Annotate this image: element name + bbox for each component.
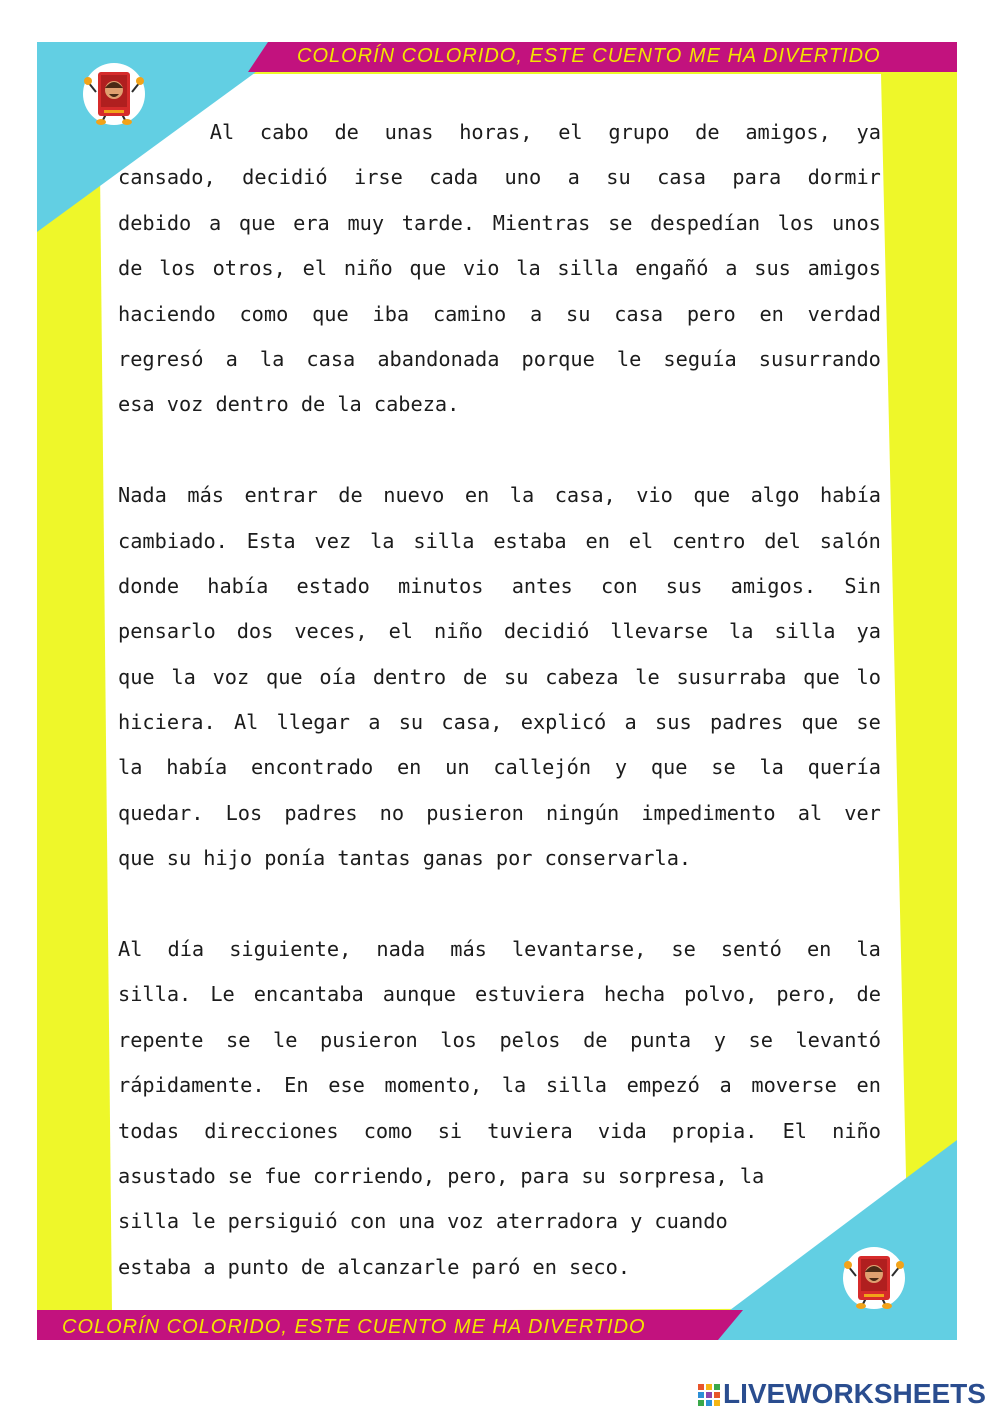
brand-name: LIVEWORKSHEETS: [723, 1378, 986, 1409]
text-line: Al cabo de unas horas, el grupo de amigos, ya: [209, 120, 881, 144]
text-line: que la voz que oía dentro de su cabeza le susurraba que lo: [118, 664, 881, 689]
liveworksheets-brand[interactable]: [697, 1376, 986, 1412]
text-line: silla. Le encantaba aunque estuviera hecha polvo, pero, de: [118, 982, 881, 1007]
text-line: repente se le pusieron los pelos de punta y se levantó: [118, 1027, 881, 1052]
text-line: debido a que era muy tarde. Mientras se despedían los unos: [118, 210, 881, 235]
text-line: Al día siguiente, nada más levantarse, se sentó en la: [118, 937, 881, 962]
banner-top-text: COLORÍN COLORIDO, ESTE CUENTO ME HA DIVERTIDO: [297, 45, 881, 67]
text-line: asustado se fue corriendo, pero, para su sorpresa, la: [118, 1163, 765, 1188]
text-line: silla le persiguió con una voz aterradora y cuando: [118, 1209, 728, 1234]
text-line: regresó a la casa abandonada porque le seguía susurrando: [118, 346, 881, 371]
story-text: [118, 110, 881, 1290]
text-line: que su hijo ponía tantas ganas por conservarla.: [118, 846, 692, 871]
text-line: esa voz dentro de la cabeza.: [118, 392, 460, 417]
text-line: rápidamente. En ese momento, la silla empezó a moverse en: [118, 1073, 881, 1098]
liveworksheets-logo-icon: [697, 1382, 721, 1406]
text-line: donde había estado minutos antes con sus amigos. Sin: [118, 573, 881, 598]
text-line: estaba a punto de alcanzarle paró en seco.: [118, 1254, 631, 1279]
text-line: haciendo como que iba camino a su casa pero en verdad: [118, 301, 881, 326]
text-line: cansado, decidió irse cada uno a su casa para dormir: [118, 165, 881, 190]
text-line: la había encontrado en un callejón y que se la quería: [118, 755, 881, 780]
text-line: Nada más entrar de nuevo en la casa, vio que algo había: [118, 483, 881, 508]
text-line: cambiado. Esta vez la silla estaba en el centro del salón: [118, 528, 881, 553]
text-line: pensarlo dos veces, el niño decidió llevarse la silla ya: [118, 619, 881, 644]
banner-bottom-text: COLORÍN COLORIDO, ESTE CUENTO ME HA DIVERTIDO: [62, 1316, 646, 1338]
text-line: de los otros, el niño que vio la silla engañó a sus amigos: [118, 256, 881, 281]
text-line: hiciera. Al llegar a su casa, explicó a sus padres que se: [118, 710, 881, 735]
text-line: quedar. Los padres no pusieron ningún impedimento al ver: [118, 800, 881, 825]
text-line: todas direcciones como si tuviera vida propia. El niño: [118, 1118, 881, 1143]
